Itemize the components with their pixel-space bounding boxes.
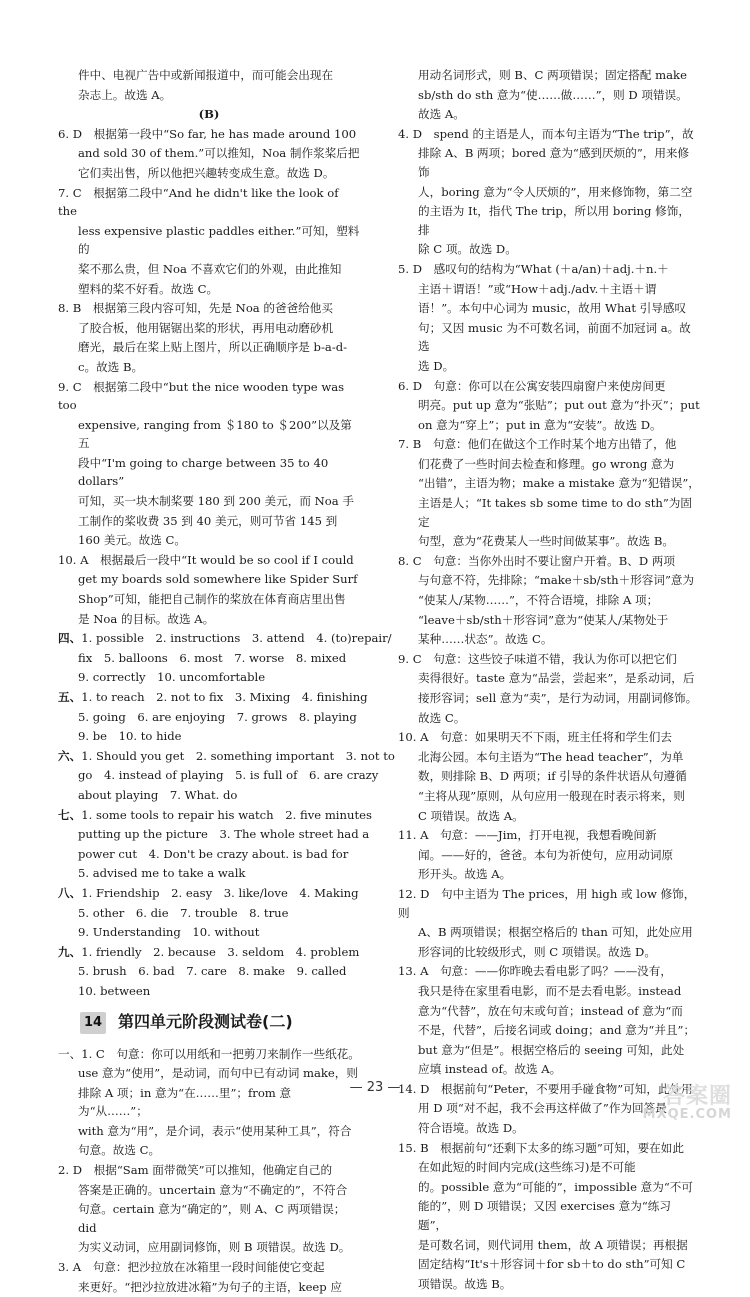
answer-item-line: 一、1. C 句意：你可以用纸和一把剪刀来制作一些纸花。	[58, 1046, 360, 1061]
answer-text-line: 我只是待在家里看电影，而不是去看电影。instead	[418, 983, 682, 998]
section-answers: 5. brush 6. bad 7. care 8. make 9. called	[78, 964, 347, 979]
section-answers: go 4. instead of playing 5. is full of 6. are crazy	[78, 768, 379, 783]
answer-text-line: “主将从现”原则，从句应用一般现在时表示将来，则	[418, 788, 685, 803]
answer-text-line: use 意为“使用”，是动词，而句中已有动词 make，则	[78, 1066, 358, 1081]
answer-text-line: 与句意不符，先排除；“make＋sb/sth＋形容词”意为	[418, 573, 695, 588]
answer-text-line: 排除 A、B 两项；bored 意为“感到厌烦的”，用来修饰	[418, 146, 690, 179]
answer-text-line: 杂志上。故选 A。	[78, 87, 172, 102]
section-answers: 5. other 6. die 7. trouble 8. true	[78, 905, 289, 920]
unit-title: 第四单元阶段测试卷(二)	[118, 1012, 293, 1032]
answer-section-line	[58, 649, 360, 668]
section-answers: 9. Understanding 10. without	[78, 925, 260, 940]
answer-text-line: 卖得很好。taste 意为“品尝，尝起来”，是系动词，后	[418, 671, 695, 686]
unit-title-row	[80, 1009, 360, 1037]
answer-text-line: 不是，代替”，后接名词或 doing；and 意为“并且”；	[418, 1023, 696, 1038]
left-answer-block-reading	[58, 66, 360, 628]
answer-item-line: 6. D 句意：你可以在公寓安装四扇窗户来使房间更	[398, 378, 666, 393]
answer-text-line: 句意。certain 意为“确定的”，则 A、C 两项错误；did	[78, 1202, 346, 1235]
answer-section-line	[58, 943, 360, 962]
section-answers: 1. Should you get 2. something important 3. not to	[81, 748, 395, 763]
answer-text-line: 件中、电视广告中或新闻报道中，而可能会出现在	[78, 68, 334, 82]
answer-text-line: “使某人/某物……”，不符合语境，排除 A 项；	[418, 593, 659, 608]
section-answers: about playing 7. What. do	[78, 787, 238, 802]
answer-text-line: A、B 两项错误；根据空格后的 than 可知，此处应用	[418, 925, 693, 940]
answer-text-line: “出错”，主语为物；make a mistake 意为“犯错误”，	[418, 476, 700, 491]
answer-item-line: 12. D 句中主语为 The prices，用 high 或 low 修饰，则	[398, 886, 696, 920]
section-answers: 1. Friendship 2. easy 3. like/love 4. Making	[81, 885, 359, 900]
answer-text-line: 人，boring 意为“令人厌烦的”，用来修饰物，第二空	[418, 184, 693, 199]
section-answers: 1. some tools to repair his watch 2. five minutes	[81, 807, 372, 822]
answer-text-line: 固定结构“It's＋形容词＋for sb＋to do sth”可知 C	[418, 1257, 686, 1272]
answer-text-line: 句意。故选 C。	[78, 1143, 161, 1158]
answer-text-line: 形开头。故选 A。	[418, 867, 512, 882]
answer-item-line: 7. B 句意：他们在做这个工作时某个地方出错了，他	[398, 437, 677, 452]
section-answers: power cut 4. Don't be crazy about. is bad for	[78, 846, 349, 861]
answer-text-line: 句；又因 music 为不可数名词，前面不加冠词 a。故选	[418, 320, 691, 354]
answer-text-line: with 意为“用”，是介词，表示“使用某种工具”，符合	[78, 1123, 352, 1138]
answer-section-line	[58, 825, 370, 844]
section-answers: 1. friendly 2. because 3. seldom 4. problem	[81, 944, 360, 959]
answer-item-line: 14. D 根据前句“Peter，不要用手碰食物”可知，此处用	[398, 1081, 693, 1096]
page-number: — 23 —	[349, 1080, 401, 1095]
answer-text-line: 了胶合板，他用锯锯出桨的形状，再用电动磨砂机	[78, 320, 334, 335]
answer-text-line: 它们卖出售，所以他把兴趣转变成生意。故选 D。	[78, 165, 335, 180]
answer-text-line: 主语＋谓语！”或“How＋adj./adv.＋主语＋谓	[418, 281, 657, 296]
answer-text-line: 塑料的桨不好看。故选 C。	[78, 281, 219, 296]
answer-text-line: 故选 C。	[418, 710, 466, 725]
answer-section-line	[58, 629, 392, 648]
watermark-url-text: MXQE.COM	[642, 1107, 732, 1122]
answer-section-line	[58, 904, 360, 923]
answer-section-line	[58, 884, 360, 903]
answer-text-line: 的。possible 意为“可能的”，impossible 意为“不可	[418, 1179, 693, 1194]
answer-section-line	[58, 747, 395, 766]
answer-text-line: 的主语为 It，指代 The trip，所以用 boring 修饰，排	[418, 204, 690, 237]
answer-text-line: 语！”。本句中心词为 music，故用 What 引导感叹	[418, 301, 687, 316]
answer-text-line: get my boards sold somewhere like Spider Surf	[78, 572, 358, 587]
answer-item-line: 6. D 根据第一段中“So far, he has made around 100	[58, 126, 357, 141]
answer-text-line: 符合语境。故选 D。	[418, 1121, 524, 1136]
answer-text-line: 160 美元。故选 C。	[78, 533, 186, 548]
answer-section-line	[58, 766, 379, 785]
answer-item-line: 2. D 根据“Sam 面带微笑”可以推知，他确定自己的	[58, 1163, 333, 1178]
answer-text-line: 北海公园。本句主语为“The head teacher”，为单	[418, 749, 684, 764]
answer-text-line: 数，则排除 B、D 两项；if 引导的条件状语从句遵循	[418, 769, 687, 784]
answer-item-line: 8. C 句意：当你外出时不要让窗户开着。B、D 两项	[398, 553, 675, 568]
answer-item-line: 7. C 根据第二段中“And he didn't like the look of the	[58, 185, 339, 219]
answer-text-line: 接形容词；sell 意为“卖”，是行为动词，用副词修饰。	[418, 691, 698, 705]
answer-text-line: but 意为“但是”。根据空格后的 seeing 可知，此处	[418, 1042, 685, 1057]
section-answers: 1. possible 2. instructions 3. attend 4. (to)repair/	[81, 631, 392, 646]
answer-section-line	[58, 962, 360, 981]
section-answers: 5. advised me to take a walk	[78, 866, 246, 881]
answer-section-line	[58, 786, 360, 805]
section-label: 八、	[58, 885, 82, 900]
answer-text-line: 闻。——好的，爸爸。本句为祈使句，应用动词原	[418, 847, 674, 862]
answer-text-line: expensive, ranging from ＄180 to ＄200”以及第五	[78, 417, 352, 451]
watermark-logo-text: 答案圈	[662, 1084, 732, 1109]
answer-section-line	[58, 668, 360, 687]
answer-text-line: 能的”，则 D 项错误；又因 exercises 意为“练习题”，	[418, 1199, 671, 1233]
answer-text-line: 可知，买一块木制桨要 180 到 200 美元，而 Noa 手	[78, 494, 354, 509]
answer-text-line: 句型，意为“花费某人一些时间做某事”。故选 B。	[418, 534, 674, 549]
answer-text-line: 某种……状态”。故选 C。	[418, 632, 553, 647]
section-answers: 9. be 10. to hide	[78, 729, 182, 744]
answer-section-line	[58, 923, 360, 942]
answer-item-line: 11. A 句意：——Jim，打开电视，我想看晚间新	[398, 828, 657, 843]
section-label: 六、	[58, 748, 82, 763]
section-answers: 1. to reach 2. not to fix 3. Mixing 4. finishing	[81, 690, 368, 704]
answer-text-line: 来更好。“把沙拉放进冰箱”为句子的主语，keep 应	[78, 1279, 342, 1294]
answer-text-line: 为实义动词，应用副词修饰，则 B 项错误。故选 D。	[78, 1240, 351, 1255]
answer-text-line: 意为“代替”，放在句末或句首；instead of 意为“而	[418, 1003, 683, 1018]
answer-text-line: 段中“I'm going to charge between 35 to 40 dollars”	[78, 455, 329, 489]
answer-section-line	[58, 688, 368, 707]
answer-text-line: and sold 30 of them.”可以推知，Noa 制作浆桨后把	[78, 146, 360, 161]
answer-text-line: 项错误。故选 B。	[418, 1276, 512, 1291]
answer-item-line: 10. A 句意：如果明天不下雨，班主任将和学生们去	[398, 730, 672, 745]
answer-text-line: 应填 instead of。故选 A。	[418, 1062, 562, 1077]
section-heading: (B)	[198, 107, 220, 122]
unit-number-badge: 14	[80, 1012, 106, 1034]
answer-text-line: 们花费了一些时间去检查和修理。go wrong 意为	[418, 456, 675, 471]
answer-text-line: 桨不那么贵，但 Noa 不喜欢它们的外观，由此推知	[78, 261, 342, 276]
answer-section-line	[58, 727, 360, 746]
answer-item-line: 8. B 根据第三段内容可知，先是 Noa 的爸爸给他买	[58, 301, 333, 316]
left-answer-sections	[58, 629, 395, 1000]
answer-text-line: 磨光，最后在桨上贴上图片，所以正确顺序是 b-a-d-	[78, 340, 348, 355]
section-answers: 10. between	[78, 983, 151, 998]
answer-item-line: 4. D spend 的主语是人，而本句主语为“The trip”，故	[398, 126, 694, 141]
answer-section-line	[58, 708, 360, 727]
section-label: 四、	[58, 631, 82, 646]
section-label: 五、	[58, 690, 82, 704]
section-answers: fix 5. balloons 6. most 7. worse 8. mixed	[78, 650, 347, 665]
section-answers: putting up the picture 3. The whole street had a	[78, 827, 370, 842]
answer-item-line: 5. D 感叹句的结构为“What (＋a/an)＋adj.＋n.＋	[398, 261, 669, 276]
section-answers: 5. going 6. are enjoying 7. grows 8. playing	[78, 709, 357, 724]
answer-text-line: on 意为“穿上”；put in 意为“安装”。故选 D。	[418, 417, 662, 432]
answer-text-line: 用 D 项“对不起，我不会再这样做了”作为回答最	[418, 1101, 667, 1116]
answer-text-line: less expensive plastic paddles either.”可知，塑料的	[78, 223, 360, 257]
watermark-logo	[612, 1086, 732, 1122]
answer-text-line: 答案是正确的。uncertain 意为“不确定的”，不符合	[78, 1182, 348, 1197]
answer-text-line: “leave＋sb/sth＋形容词”意为“使某人/某物处于	[418, 612, 669, 627]
answer-item-line: 13. A 句意：——你昨晚去看电影了吗？——没有，	[398, 964, 672, 979]
answer-item-line: 10. A 根据最后一段中“It would be so cool if I could	[58, 552, 354, 567]
answer-text-line: Shop”可知，能把自己制作的桨放在体育商店里出售	[78, 592, 346, 607]
answer-section-line	[58, 806, 372, 825]
answer-text-line: 除 C 项。故选 D。	[418, 242, 517, 257]
answer-text-line: 选 D。	[418, 358, 455, 373]
answer-section-line	[58, 845, 360, 864]
answer-text-line: 排除 A 项；in 意为“在……里”；from 意为“从……”；	[78, 1085, 292, 1119]
answer-text-line: 工制作的桨收费 35 到 40 美元，则可节省 145 到	[78, 513, 338, 528]
answer-item-line: 3. A 句意：把沙拉放在冰箱里一段时间能使它变起	[58, 1260, 325, 1275]
answer-section-line	[58, 982, 360, 1001]
answer-item-line: 15. B 根据前句“还剩下太多的练习题”可知，要在如此	[398, 1140, 684, 1155]
section-answers: 9. correctly 10. uncomfortable	[78, 670, 266, 685]
answer-text-line: 用动名词形式，则 B、C 两项错误；固定搭配 make	[418, 68, 687, 82]
answer-item-line: 9. C 根据第二段中“but the nice wooden type was too	[58, 379, 345, 413]
answer-text-line: 故选 A。	[418, 107, 465, 122]
section-label: 七、	[58, 807, 82, 822]
answer-text-line: c。故选 B。	[78, 359, 144, 374]
answer-item-line: 9. C 句意：这些饺子味道不错，我认为你可以把它们	[398, 651, 677, 666]
section-label: 九、	[58, 944, 82, 959]
answer-text-line: 主语是人；“It takes sb some time to do sth”为固定	[418, 496, 692, 529]
answer-text-line: 在如此短的时间内完成(这些练习)是不可能	[418, 1160, 636, 1175]
answer-text-line: C 项错误。故选 A。	[418, 808, 524, 823]
answer-text-line: 是 Noa 的目标。故选 A。	[78, 611, 215, 626]
answer-text-line: 是可数名词，则代词用 them，故 A 项错误；再根据	[418, 1237, 688, 1252]
answer-text-line: 明亮。put up 意为“张贴”；put out 意为“扑灭”；put	[418, 398, 700, 413]
answer-text-line: sb/sth do sth 意为“使……做……”，则 D 项错误。	[418, 87, 688, 102]
answer-text-line: 形容词的比较级形式，则 C 项错误。故选 D。	[418, 944, 656, 959]
answer-section-line	[58, 864, 360, 883]
